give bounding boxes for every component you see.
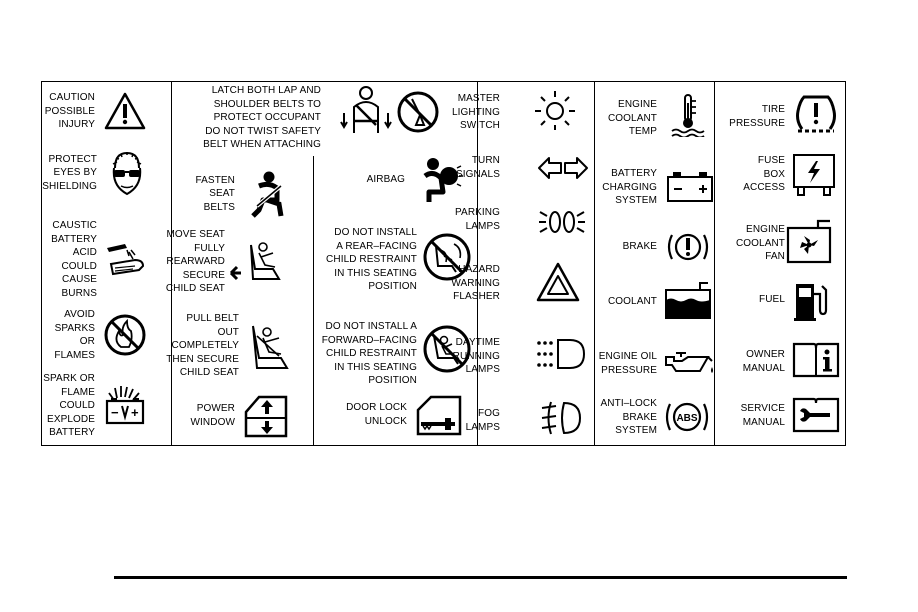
footer-rule	[114, 576, 847, 579]
eye-shield-icon	[107, 150, 147, 196]
symbol-label: FOG LAMPS	[465, 408, 500, 433]
owner-manual-icon	[792, 340, 840, 380]
column-divider	[313, 156, 314, 445]
coolant-temp-icon	[670, 93, 706, 137]
coolant-fan-icon	[786, 218, 834, 264]
symbol-label: BRAKE	[622, 241, 657, 252]
symbol-anti-lock-brake-system	[601, 397, 657, 438]
symbol-latch-belts	[203, 84, 321, 152]
turn-signals-icon	[537, 155, 589, 181]
fuse-box-icon	[792, 153, 836, 197]
symbol-service-manual	[741, 402, 785, 429]
symbol-label: TIRE PRESSURE	[729, 104, 785, 129]
symbol-label: CAUTION POSSIBLE INJURY	[44, 92, 95, 131]
service-manual-icon	[792, 395, 840, 435]
fuel-icon	[794, 280, 830, 322]
battery-icon	[666, 169, 714, 203]
symbol-label: AIRBAG	[366, 174, 405, 186]
column-divider	[714, 82, 715, 445]
symbol-coolant	[608, 295, 657, 309]
symbol-fuel	[759, 293, 785, 307]
abs-icon	[664, 398, 710, 436]
pull-belt-icon	[249, 322, 289, 370]
symbol-label: ENGINE COOLANT FAN	[735, 224, 785, 263]
column-divider	[594, 82, 595, 445]
symbol-label: DO NOT INSTALL A REAR–FACING CHILD RESTRAINT IN THIS SEATING POSITION	[326, 227, 417, 293]
symbol-airbag	[367, 156, 463, 204]
symbol-fasten-seat-belts	[196, 170, 290, 218]
symbol-tire-pressure	[729, 103, 785, 130]
symbol-label: OWNER MANUAL	[742, 349, 785, 374]
power-window-icon	[243, 394, 289, 438]
vehicle-symbols-chart	[41, 81, 846, 446]
symbol-label: DO NOT INSTALL A FORWARD–FACING CHILD RESTRAINT IN THIS SEATING POSITION	[321, 321, 417, 387]
symbol-no-forward-facing-child-restraint	[322, 320, 417, 388]
symbol-label: FUEL	[759, 294, 785, 305]
symbol-label: MOVE SEAT FULLY REARWARD SECURE CHILD SEAT	[165, 229, 225, 295]
symbol-label: SERVICE MANUAL	[740, 403, 785, 428]
symbol-engine-oil-pressure	[599, 350, 657, 377]
symbol-fog-lamps	[466, 407, 500, 434]
symbol-label: TURN SIGNALS	[455, 155, 500, 180]
symbol-label: MASTER LIGHTING SWITCH	[451, 93, 500, 132]
master-lighting-icon	[533, 89, 577, 131]
symbol-label: ANTI–LOCK BRAKE SYSTEM	[600, 398, 657, 437]
symbol-hazard-warning-flasher	[451, 263, 500, 304]
symbol-caution-possible-injury	[45, 91, 147, 132]
symbol-no-rear-facing-child-restraint	[326, 226, 417, 294]
symbol-label: PULL BELT OUT COMPLETELY THEN SECURE CHILD SEAT	[166, 313, 239, 379]
svg-text:ABS: ABS	[676, 413, 698, 424]
no-flame-icon	[103, 313, 147, 357]
symbol-master-lighting-switch	[452, 92, 500, 133]
symbol-battery-charging-system	[602, 167, 657, 208]
symbol-label: COOLANT	[607, 296, 657, 307]
symbol-engine-coolant-temp	[608, 98, 657, 139]
daytime-lamps-icon	[536, 337, 586, 371]
symbol-door-lock	[346, 394, 463, 436]
door-lock-icon	[415, 394, 463, 436]
symbol-avoid-sparks	[42, 308, 147, 362]
caution-triangle-icon	[103, 91, 147, 131]
symbol-power-window	[191, 394, 289, 438]
tire-pressure-icon	[794, 93, 838, 135]
symbol-label: POWER WINDOW	[190, 403, 235, 428]
symbol-pull-belt-out	[166, 312, 289, 380]
symbol-label: BATTERY CHARGING SYSTEM	[602, 168, 657, 207]
symbol-label: SPARK OR FLAME COULD EXPLODE BATTERY	[43, 373, 95, 439]
symbol-label: FASTEN SEAT BELTS	[195, 174, 235, 213]
symbol-label: AVOID SPARKS OR FLAMES	[54, 309, 95, 361]
symbol-engine-coolant-fan	[736, 223, 785, 264]
symbol-protect-eyes	[42, 150, 147, 196]
svg-text:+: +	[131, 404, 139, 420]
brake-icon	[666, 229, 710, 265]
symbol-label: HAZARD WARNING FLASHER	[451, 264, 500, 303]
symbol-spark-explode-battery	[43, 372, 147, 440]
parking-lamps-icon	[537, 204, 587, 240]
belt-latch-icon	[340, 85, 440, 139]
symbol-move-seat-rearward	[166, 228, 289, 296]
move-seat-icon	[229, 239, 289, 285]
symbol-daytime-running-lamps	[453, 336, 500, 377]
symbol-label: ENGINE OIL PRESSURE	[598, 351, 657, 376]
battery-explode-icon	[103, 384, 147, 428]
symbol-brake	[623, 240, 657, 254]
fog-lamps-icon	[538, 400, 582, 436]
symbol-label: DAYTIME RUNNING LAMPS	[452, 337, 500, 376]
svg-text:−: −	[111, 404, 119, 420]
symbol-parking-lamps	[455, 206, 500, 233]
symbol-label: PARKING LAMPS	[455, 207, 500, 232]
symbol-label: CAUSTIC BATTERY ACID COULD CAUSE BURNS	[51, 220, 97, 299]
hazard-icon	[536, 262, 580, 302]
coolant-icon	[664, 280, 712, 320]
symbol-caustic-battery-acid	[42, 219, 147, 301]
oil-pressure-icon	[662, 347, 714, 377]
acid-burn-icon	[105, 240, 147, 280]
symbol-label: DOOR LOCK UNLOCK	[346, 402, 407, 427]
symbol-label: FUSE BOX ACCESS	[743, 155, 785, 194]
symbol-turn-signals	[456, 154, 500, 181]
symbol-label: LATCH BOTH LAP AND SHOULDER BELTS TO PROTECT OCCUPANT DO NOT TWIST SAFETY BELT WHEN ATTACHING	[203, 85, 321, 151]
seat-belt-icon	[245, 170, 289, 218]
symbol-owner-manual	[743, 348, 785, 375]
symbol-fuse-box-access	[743, 154, 785, 195]
symbol-label: ENGINE COOLANT TEMP	[607, 99, 657, 138]
symbol-label: PROTECT EYES BY SHIELDING	[42, 153, 97, 192]
